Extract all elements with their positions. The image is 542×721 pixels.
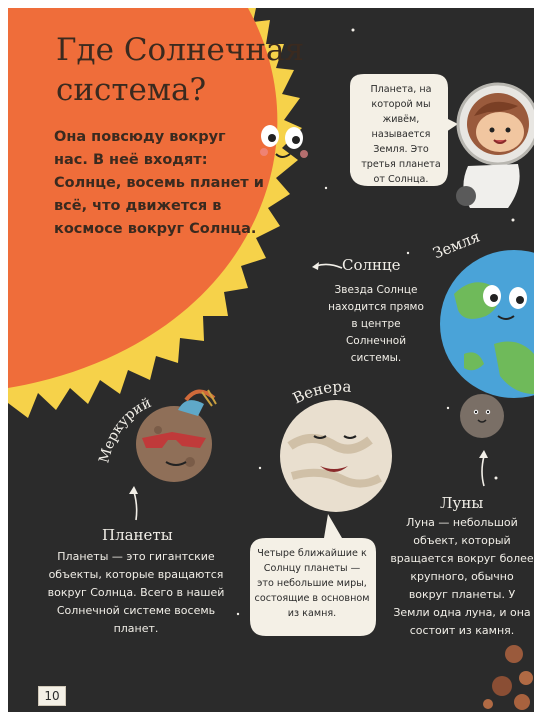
- arrow-up-icon: [126, 484, 146, 524]
- page-title: Где Солнечная система?: [56, 32, 305, 108]
- earth-label: Земля: [430, 227, 483, 263]
- page-number: 10: [38, 686, 66, 706]
- moons-description: Луна — небольшой объект, который вращается вокруг более крупного, обычно вокруг планеты. У Земли одна луна, и она состоит из камня.: [390, 516, 534, 637]
- venus-label: Венера: [290, 377, 353, 408]
- moon-character: [456, 390, 508, 442]
- intro-text: Она повсюду вокруг нас. В неё входят: Солнце, восемь планет и всё, что движется в космосе вокруг Солнца.: [54, 129, 264, 237]
- planets-description: Планеты — это гигантские объекты, которые вращаются вокруг Солнца. Всего в нашей Солнечной системе восемь планет.: [47, 550, 225, 635]
- astronaut-boy: [448, 76, 534, 226]
- asteroid-rocks: [478, 638, 534, 712]
- venus-bubble-text: Четыре ближайшие к Солнцу планеты — это небольшие миры, состоящие в основном из камня.: [254, 548, 370, 619]
- planets-label: Планеты: [102, 526, 173, 544]
- venus-character: [270, 396, 400, 514]
- moons-label: Луны: [440, 494, 484, 512]
- mercury-label: Меркурий: [96, 394, 154, 465]
- mercury-character: [128, 386, 238, 486]
- sun-label: Солнце: [342, 256, 401, 274]
- sun-description: Звезда Солнце находится прямо в центре Солнечной системы.: [328, 284, 424, 364]
- arrow-left-icon: [310, 258, 344, 274]
- earth-character: [434, 244, 534, 404]
- arrow-up-icon: [474, 448, 494, 488]
- book-page: [8, 8, 534, 712]
- earth-bubble-text: Планета, на которой мы живём, называется Земля. Это третья планета от Солнца.: [361, 84, 441, 185]
